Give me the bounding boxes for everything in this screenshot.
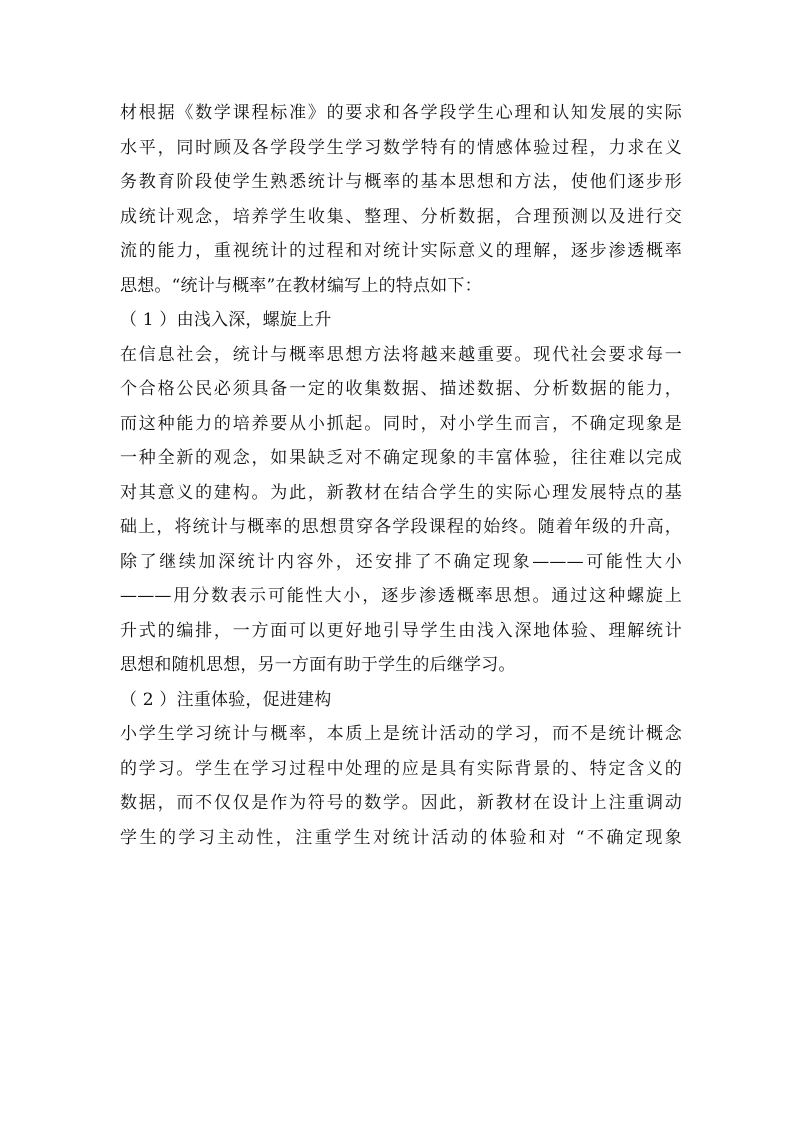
paragraph-line: 数据，而不仅仅是作为符号的数学。因此，新教材在设计上注重调动 <box>120 793 682 813</box>
paragraph-line: 思想。“统计与概率”在教材编写上的特点如下： <box>120 275 482 296</box>
paragraph-line: 升式的编排，一方面可以更好地引导学生由浅入深地体验、理解统计 <box>120 620 682 641</box>
paragraph-line: 而这种能力的培养要从小抓起。同时，对小学生而言，不确定现象是 <box>120 413 682 434</box>
paragraph-line: 小学生学习统计与概率，本质上是统计活动的学习，而不是统计概念 <box>120 724 682 744</box>
paragraph-line: 一种全新的观念，如果缺乏对不确定现象的丰富体验，往往难以完成 <box>120 448 682 468</box>
paragraph-line: 础上，将统计与概率的思想贯穿各学段课程的始终。随着年级的升高， <box>120 517 682 537</box>
paragraph-line: 务教育阶段使学生熟悉统计与概率的基本思想和方法，使他们逐步形 <box>120 172 682 192</box>
document-body <box>120 96 682 855</box>
section-heading: （ 1 ）由浅入深，螺旋上升 <box>120 310 332 330</box>
paragraph-line: 成统计观念，培养学生收集、整理、分析数据，合理预测以及进行交 <box>120 206 682 227</box>
paragraph-line: 水平，同时顾及各学段学生学习数学特有的情感体验过程，力求在义 <box>120 137 682 158</box>
paragraph-line: 在信息社会，统计与概率思想方法将越来越重要。现代社会要求每一 <box>120 344 682 365</box>
paragraph-line: 学生的学习主动性，注重学生对统计活动的体验和对 “不确定现象 <box>120 827 682 848</box>
paragraph-line: ———用分数表示可能性大小，逐步渗透概率思想。通过这种螺旋上 <box>120 586 682 606</box>
paragraph-line: 个合格公民必须具备一定的收集数据、描述数据、分析数据的能力， <box>120 379 682 399</box>
section-heading: （ 2 ）注重体验，促进建构 <box>120 689 332 710</box>
paragraph-line: 对其意义的建构。为此，新教材在结合学生的实际心理发展特点的基 <box>120 482 682 503</box>
paragraph-line: 的学习。学生在学习过程中处理的应是具有实际背景的、特定含义的 <box>120 758 682 779</box>
paragraph-line: 思想和随机思想，另一方面有助于学生的后继学习。 <box>120 655 516 675</box>
paragraph-line: 流的能力，重视统计的过程和对统计实际意义的理解，逐步渗透概率 <box>120 241 682 261</box>
paragraph-line: 除了继续加深统计内容外，还安排了不确定现象———可能性大小 <box>120 551 682 572</box>
paragraph-line: 材根据《数学课程标准》的要求和各学段学生心理和认知发展的实际 <box>120 103 682 123</box>
